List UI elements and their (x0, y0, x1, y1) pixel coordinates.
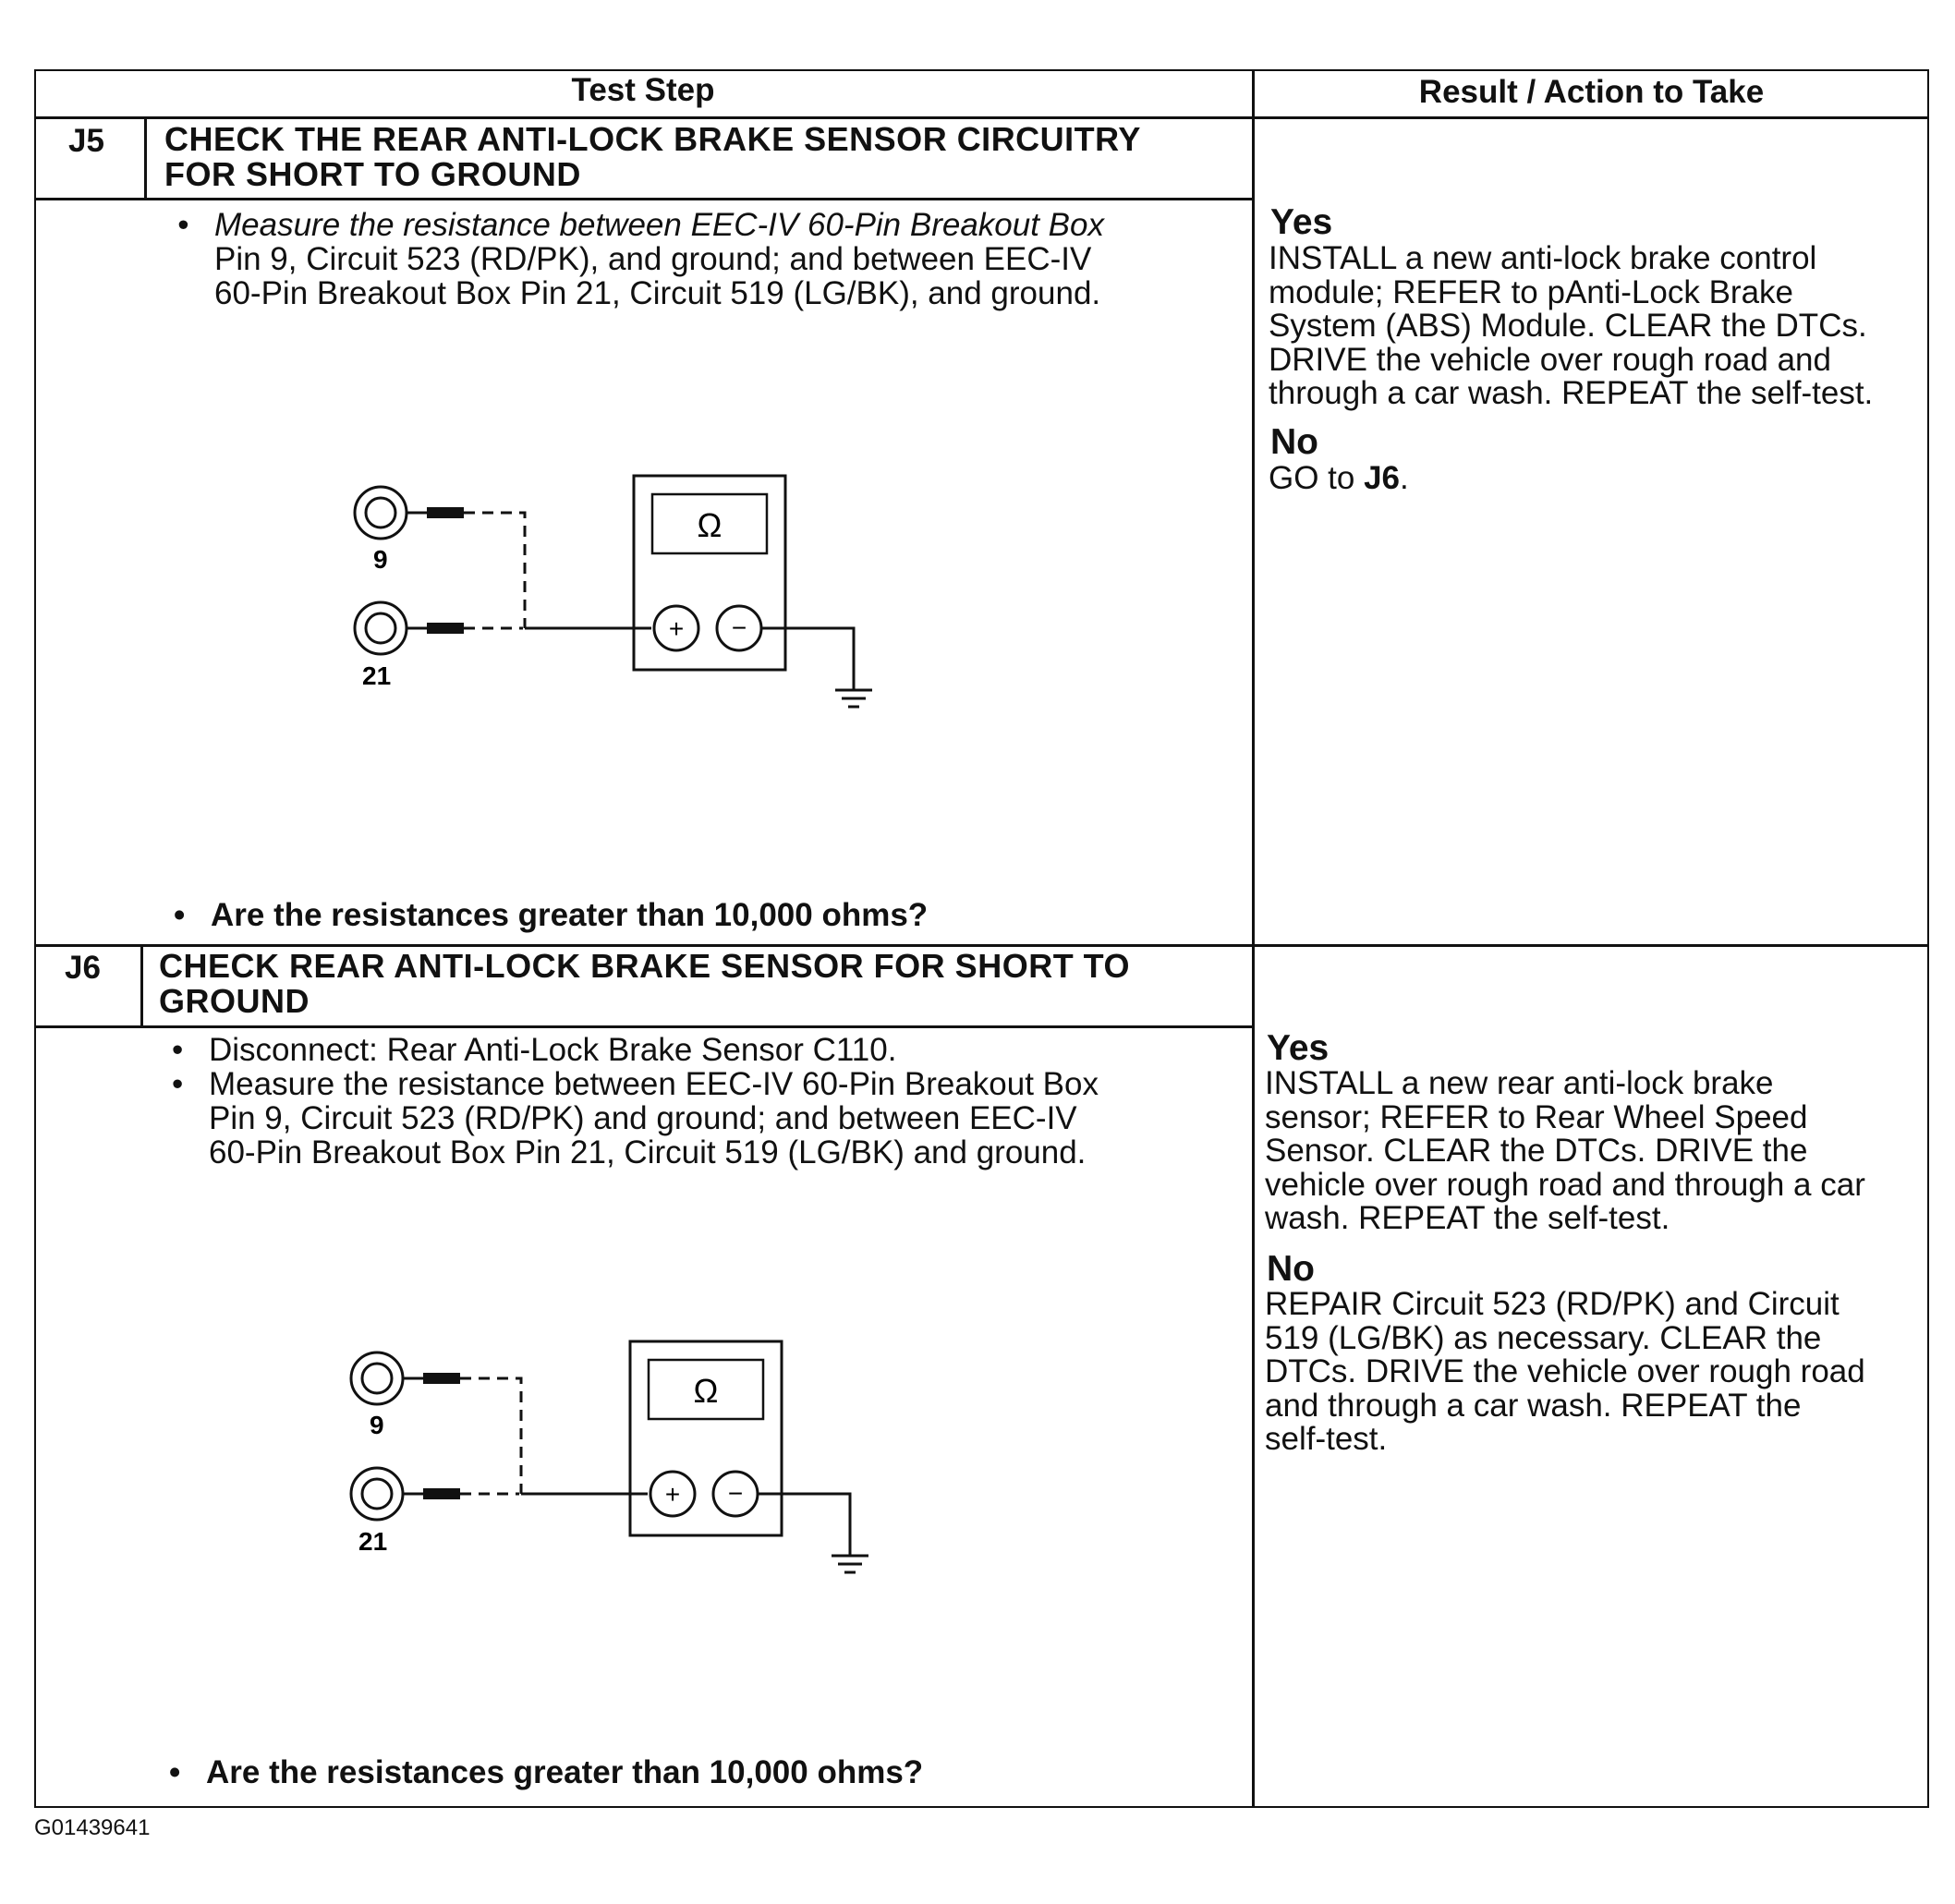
step-id: J6 (65, 950, 101, 986)
result-line: INSTALL a new rear anti-lock brake (1265, 1065, 1774, 1101)
question-item (169, 1754, 924, 1790)
question-item (174, 897, 929, 933)
result-line: DRIVE the vehicle over rough road and (1269, 341, 1831, 378)
result-line: INSTALL a new anti-lock brake control (1269, 240, 1817, 276)
step-title-line: CHECK REAR ANTI-LOCK BRAKE SENSOR FOR SHORT TO (159, 947, 1131, 985)
pin-9-inner (362, 1364, 392, 1393)
instruction-line: Pin 9, Circuit 523 (RD/PK) and ground; and between EEC-IV (209, 1100, 1077, 1136)
bullet: • (172, 1066, 184, 1102)
result-no-label: No (1267, 1249, 1315, 1289)
ohm-symbol-icon: Ω (693, 1372, 719, 1410)
pin-21-connector (355, 602, 407, 654)
pin-label-9: 9 (373, 545, 388, 574)
jumper-wire-dashed (460, 1378, 521, 1494)
result-line: and through a car wash. REPEAT the (1265, 1387, 1802, 1424)
bullet: • (172, 1032, 184, 1068)
result-line: sensor; REFER to Rear Wheel Speed (1265, 1098, 1808, 1135)
pin-label-21: 21 (362, 661, 392, 690)
j5-id-divider (144, 116, 147, 200)
instruction-line: Disconnect: Rear Anti-Lock Brake Sensor C110. (209, 1032, 897, 1068)
result-line: self-test. (1265, 1421, 1388, 1457)
column-divider (1252, 69, 1255, 1808)
bullet: • (177, 207, 189, 243)
result-line: through a car wash. REPEAT the self-test. (1269, 375, 1874, 411)
resistance-measurement-diagram (338, 1341, 892, 1582)
instruction-line: 60-Pin Breakout Box Pin 21, Circuit 519 (LG/BK) and ground. (209, 1134, 1087, 1170)
result-line: module; REFER to pAnti-Lock Brake (1269, 273, 1794, 310)
result-no-text (1269, 462, 1409, 496)
bullet: • (169, 1754, 181, 1790)
question-text: Are the resistances greater than 10,000 ohms? (211, 897, 929, 933)
result-no-prefix: GO to (1269, 460, 1365, 496)
probe-tip (423, 1488, 460, 1499)
plus-sign: + (668, 614, 685, 643)
j6-title-divider (34, 1025, 1254, 1028)
pin-9-connector (355, 487, 407, 539)
step-title-line: FOR SHORT TO GROUND (164, 155, 581, 193)
pin-label-21: 21 (358, 1527, 388, 1556)
result-yes-text (1269, 242, 1873, 411)
header-result-action: Result / Action to Take (1418, 74, 1765, 110)
jumper-wire-dashed (464, 513, 525, 628)
step-title-line: CHECK THE REAR ANTI-LOCK BRAKE SENSOR CIRCUITRY (164, 120, 1141, 158)
result-no-label: No (1270, 422, 1318, 462)
probe-tip (427, 507, 464, 518)
header-test-step: Test Step (571, 72, 715, 108)
instruction-line: Measure the resistance between EEC-IV 60-Pin Breakout Box (209, 1066, 1099, 1102)
instruction-item (177, 207, 1104, 311)
pin-21-inner (366, 613, 395, 643)
result-yes-label: Yes (1267, 1028, 1330, 1068)
result-line: System (ABS) Module. CLEAR the DTCs. (1269, 308, 1867, 344)
instruction-item (172, 1032, 897, 1068)
ohm-symbol-icon: Ω (697, 506, 722, 544)
result-no-text (1265, 1288, 1865, 1457)
pin-9-inner (366, 498, 395, 528)
pin-21-connector (351, 1468, 403, 1520)
header-divider (34, 116, 1929, 119)
goto-step-link[interactable]: J6 (1364, 460, 1401, 496)
plus-sign: + (664, 1480, 681, 1509)
figure-id: G01439641 (34, 1815, 151, 1840)
step-id: J5 (68, 123, 104, 159)
result-line: REPAIR Circuit 523 (RD/PK) and Circuit (1265, 1286, 1840, 1322)
ground-lead (761, 628, 854, 690)
minus-sign: − (731, 613, 747, 642)
result-line: vehicle over rough road and through a car (1265, 1166, 1865, 1203)
j5-title-divider (34, 198, 1254, 200)
probe-tip (423, 1373, 460, 1384)
pin-21-inner (362, 1479, 392, 1509)
j6-id-divider (140, 944, 143, 1027)
resistance-measurement-diagram (342, 476, 896, 716)
result-line: Sensor. CLEAR the DTCs. DRIVE the (1265, 1133, 1808, 1169)
result-yes-text (1265, 1067, 1865, 1236)
result-yes-label: Yes (1270, 202, 1333, 242)
step-title-line: GROUND (159, 982, 310, 1020)
minus-sign: − (727, 1479, 744, 1508)
pin-9-connector (351, 1352, 403, 1404)
question-text: Are the resistances greater than 10,000 ohms? (206, 1754, 924, 1790)
step-title (159, 949, 1130, 1019)
result-line: DTCs. DRIVE the vehicle over rough road (1265, 1353, 1865, 1389)
instruction-line: 60-Pin Breakout Box Pin 21, Circuit 519 (LG/BK), and ground. (214, 275, 1101, 311)
result-line: wash. REPEAT the self-test. (1265, 1200, 1670, 1236)
instruction-line: Pin 9, Circuit 523 (RD/PK), and ground; and between EEC-IV (214, 241, 1092, 277)
bullet: • (174, 897, 186, 933)
result-no-suffix: . (1400, 460, 1409, 496)
probe-tip (427, 623, 464, 634)
instruction-line: Measure the resistance between EEC-IV 60-Pin Breakout Box (214, 207, 1104, 243)
pin-label-9: 9 (370, 1411, 384, 1439)
result-line: 519 (LG/BK) as necessary. CLEAR the (1265, 1319, 1822, 1356)
instruction-item (172, 1066, 1099, 1170)
step-title (164, 122, 1141, 192)
ground-lead (758, 1494, 850, 1556)
